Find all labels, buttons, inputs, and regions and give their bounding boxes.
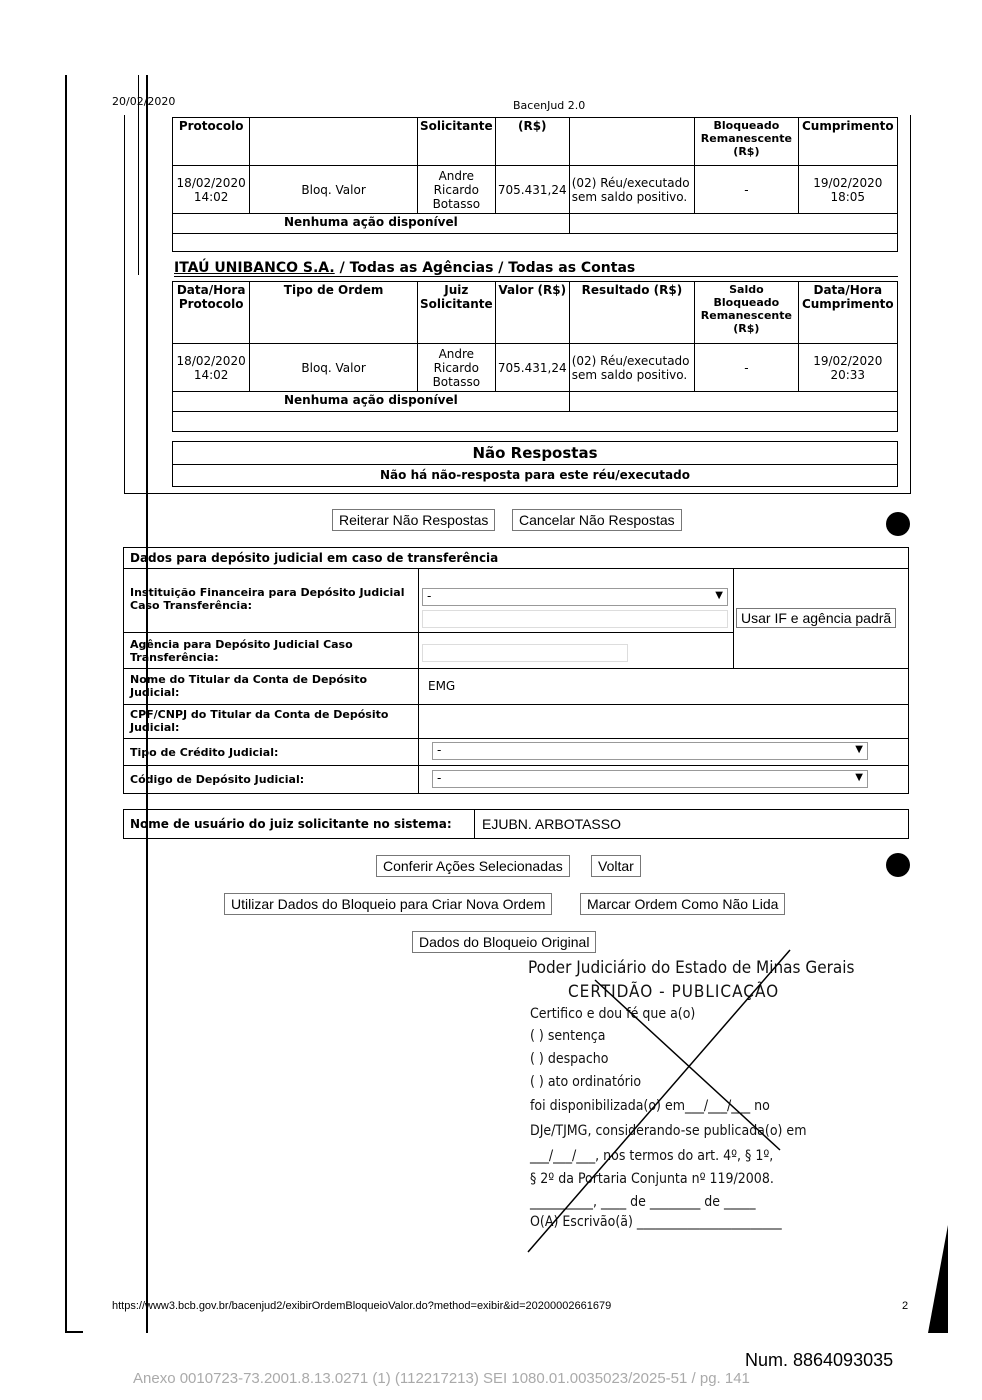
- empty-cell: [569, 392, 897, 412]
- form-column-divider: [474, 810, 475, 838]
- cell-saldo: -: [695, 166, 798, 214]
- cell-cumprimento: 19/02/2020 18:05: [798, 166, 897, 214]
- col-header: Saldo Bloqueado Remanescente (R$): [695, 282, 798, 344]
- cell-protocolo: 18/02/2020 14:02: [173, 344, 250, 392]
- tipo-credito-label: Tipo de Crédito Judicial:: [130, 746, 279, 759]
- stamp-dje: DJe/TJMG, considerando-se publicada(o) em: [530, 1123, 807, 1139]
- tipo-credito-select[interactable]: [432, 742, 868, 760]
- cpf-cnpj-field[interactable]: [422, 710, 722, 730]
- form-divider: [124, 765, 908, 766]
- col-header: Valor (R$): [495, 282, 569, 344]
- form-column-divider: [733, 568, 734, 668]
- bank-name: ITAÚ UNIBANCO S.A.: [174, 260, 335, 276]
- usuario-label: Nome de usuário do juiz solicitante no sistema:: [130, 817, 452, 831]
- nao-respostas-text: Não há não-resposta para este réu/executado: [380, 468, 690, 482]
- cell-juiz: Andre Ricardo Botasso: [417, 166, 495, 214]
- usar-if-padrao-button[interactable]: Usar IF e agência padrã: [736, 608, 896, 628]
- punch-hole-mark: [886, 512, 910, 536]
- agencia-label: Agência para Depósito Judicial Caso Transferência:: [130, 638, 353, 664]
- spacer-row: [173, 412, 898, 432]
- codigo-deposito-value: -: [437, 771, 442, 785]
- cell-juiz: Andre Ricardo Botasso: [417, 344, 495, 392]
- cell-resultado: (02) Réu/executado sem saldo positivo.: [569, 344, 694, 392]
- cell-saldo: -: [695, 344, 798, 392]
- voltar-button[interactable]: Voltar: [591, 855, 641, 877]
- spacer-row: [173, 234, 898, 252]
- col-header: Resultado (R$): [569, 282, 694, 344]
- col-header: Cumprimento: [798, 118, 897, 166]
- codigo-deposito-label: Código de Depósito Judicial:: [130, 773, 305, 786]
- action-status: Nenhuma ação disponível: [173, 392, 570, 412]
- marcar-nao-lida-button[interactable]: Marcar Ordem Como Não Lida: [580, 893, 785, 915]
- stamp-escrivao: O(A) Escrivão(ã) _______________________: [530, 1214, 782, 1230]
- print-date: 20/02/2020: [112, 95, 176, 108]
- instituicao-select[interactable]: [422, 588, 728, 606]
- footer-page-number: 2: [902, 1300, 909, 1312]
- cell-valor: 705.431,24: [495, 166, 569, 214]
- stamp-portaria: § 2º da Portaria Conjunta nº 119/2008.: [530, 1171, 774, 1187]
- col-header: Data/Hora Cumprimento: [798, 282, 897, 344]
- footer-url: https://www3.bcb.gov.br/bacenjud2/exibirOrdemBloqueioValor.do?method=exibir&id=20200002661679: [112, 1300, 612, 1312]
- cell-valor: 705.431,24: [495, 344, 569, 392]
- document-number: Num. 8864093035: [745, 1350, 894, 1370]
- stamp-title: Poder Judiciário do Estado de Minas Gerais: [528, 958, 855, 978]
- stamp-ato: ( ) ato ordinatório: [530, 1074, 642, 1090]
- stamp-despacho: ( ) despacho: [530, 1051, 609, 1067]
- tipo-credito-value: -: [437, 743, 442, 757]
- chevron-down-icon: ▼: [855, 772, 863, 783]
- col-header: [569, 118, 694, 166]
- cpf-cnpj-label: CPF/CNPJ do Titular da Conta de Depósito Judicial:: [130, 708, 389, 734]
- bank-scope: / Todas as Agências / Todas as Contas: [339, 260, 636, 276]
- col-header: Data/Hora Protocolo: [173, 282, 250, 344]
- reiterar-nao-respostas-button[interactable]: Reiterar Não Respostas: [332, 509, 495, 531]
- stamp-de: __________, ____ de ________ de _____: [530, 1194, 756, 1210]
- col-header: Tipo de Ordem: [250, 282, 418, 344]
- stamp-subtitle: CERTIDÃO - PUBLICAÇÃO: [568, 982, 780, 1002]
- bank-title: [174, 260, 898, 277]
- form-divider: [124, 738, 908, 739]
- cell-tipo: Bloq. Valor: [250, 166, 418, 214]
- nao-respostas-box: [172, 441, 898, 487]
- codigo-deposito-select[interactable]: [432, 770, 868, 788]
- nome-titular-label: Nome do Titular da Conta de Depósito Judicial:: [130, 673, 368, 699]
- stamp-foi: foi disponibilizada(o) em___/___/___ no: [530, 1098, 770, 1114]
- cell-tipo: Bloq. Valor: [250, 344, 418, 392]
- order-table-2: [172, 281, 898, 432]
- conferir-acoes-button[interactable]: Conferir Ações Selecionadas: [376, 855, 570, 877]
- scan-edge-line: [65, 75, 67, 1333]
- dados-bloqueio-original-button[interactable]: Dados do Bloqueio Original: [412, 931, 596, 953]
- stamp-certifico: Certifico e dou fé que a(o): [530, 1006, 696, 1022]
- col-header: (R$): [495, 118, 569, 166]
- stamp-termos: ___/___/___, nos termos do art. 4º, § 1º,: [530, 1148, 774, 1164]
- form-column-divider: [418, 568, 419, 793]
- cancelar-nao-respostas-button[interactable]: Cancelar Não Respostas: [512, 509, 682, 531]
- empty-cell: [569, 214, 897, 234]
- punch-hole-mark: [886, 853, 910, 877]
- form-divider: [124, 704, 908, 705]
- stamp-sentenca: ( ) sentença: [530, 1028, 606, 1044]
- agencia-field[interactable]: [422, 644, 628, 662]
- col-header: Solicitante: [417, 118, 495, 166]
- instituicao-sub-field[interactable]: [422, 610, 728, 628]
- col-header: Bloqueado Remanescente (R$): [695, 118, 798, 166]
- usuario-field[interactable]: EJUBN. ARBOTASSO: [482, 816, 621, 832]
- stamp-cross-out-lines: [510, 940, 830, 1260]
- nao-respostas-title: Não Respostas: [173, 442, 897, 465]
- col-header: [250, 118, 418, 166]
- instituicao-value: -: [427, 589, 432, 603]
- form-divider: [124, 568, 908, 569]
- print-title: BacenJud 2.0: [513, 99, 586, 112]
- cell-protocolo: 18/02/2020 14:02: [173, 166, 250, 214]
- utilizar-dados-bloqueio-button[interactable]: Utilizar Dados do Bloqueio para Criar Nova Ordem: [224, 893, 552, 915]
- form-divider: [124, 668, 908, 669]
- col-header: Protocolo: [173, 118, 250, 166]
- chevron-down-icon: ▼: [855, 744, 863, 755]
- instituicao-label: Instituição Financeira para Depósito Judicial Caso Transferência:: [130, 586, 405, 612]
- col-header: Juiz Solicitante: [417, 282, 495, 344]
- chevron-down-icon: ▼: [715, 590, 723, 601]
- action-status: Nenhuma ação disponível: [173, 214, 570, 234]
- table-row: [173, 344, 898, 392]
- table-row: [173, 166, 898, 214]
- nome-titular-field[interactable]: EMG: [428, 679, 456, 693]
- deposit-form: [123, 547, 909, 794]
- anexo-watermark: Anexo 0010723-73.2001.8.13.0271 (1) (112217213) SEI 1080.01.0035023/2025-51 / pg. 141: [133, 1370, 750, 1387]
- order-table-1: [172, 117, 898, 252]
- deposit-form-title: Dados para depósito judicial em caso de transferência: [130, 551, 499, 565]
- scan-line: [65, 1331, 83, 1333]
- cell-cumprimento: 19/02/2020 20:33: [798, 344, 897, 392]
- scan-corner-mark: [928, 1225, 948, 1333]
- cell-resultado: (02) Réu/executado sem saldo positivo.: [569, 166, 694, 214]
- usuario-row: [123, 809, 909, 839]
- form-divider: [124, 632, 734, 633]
